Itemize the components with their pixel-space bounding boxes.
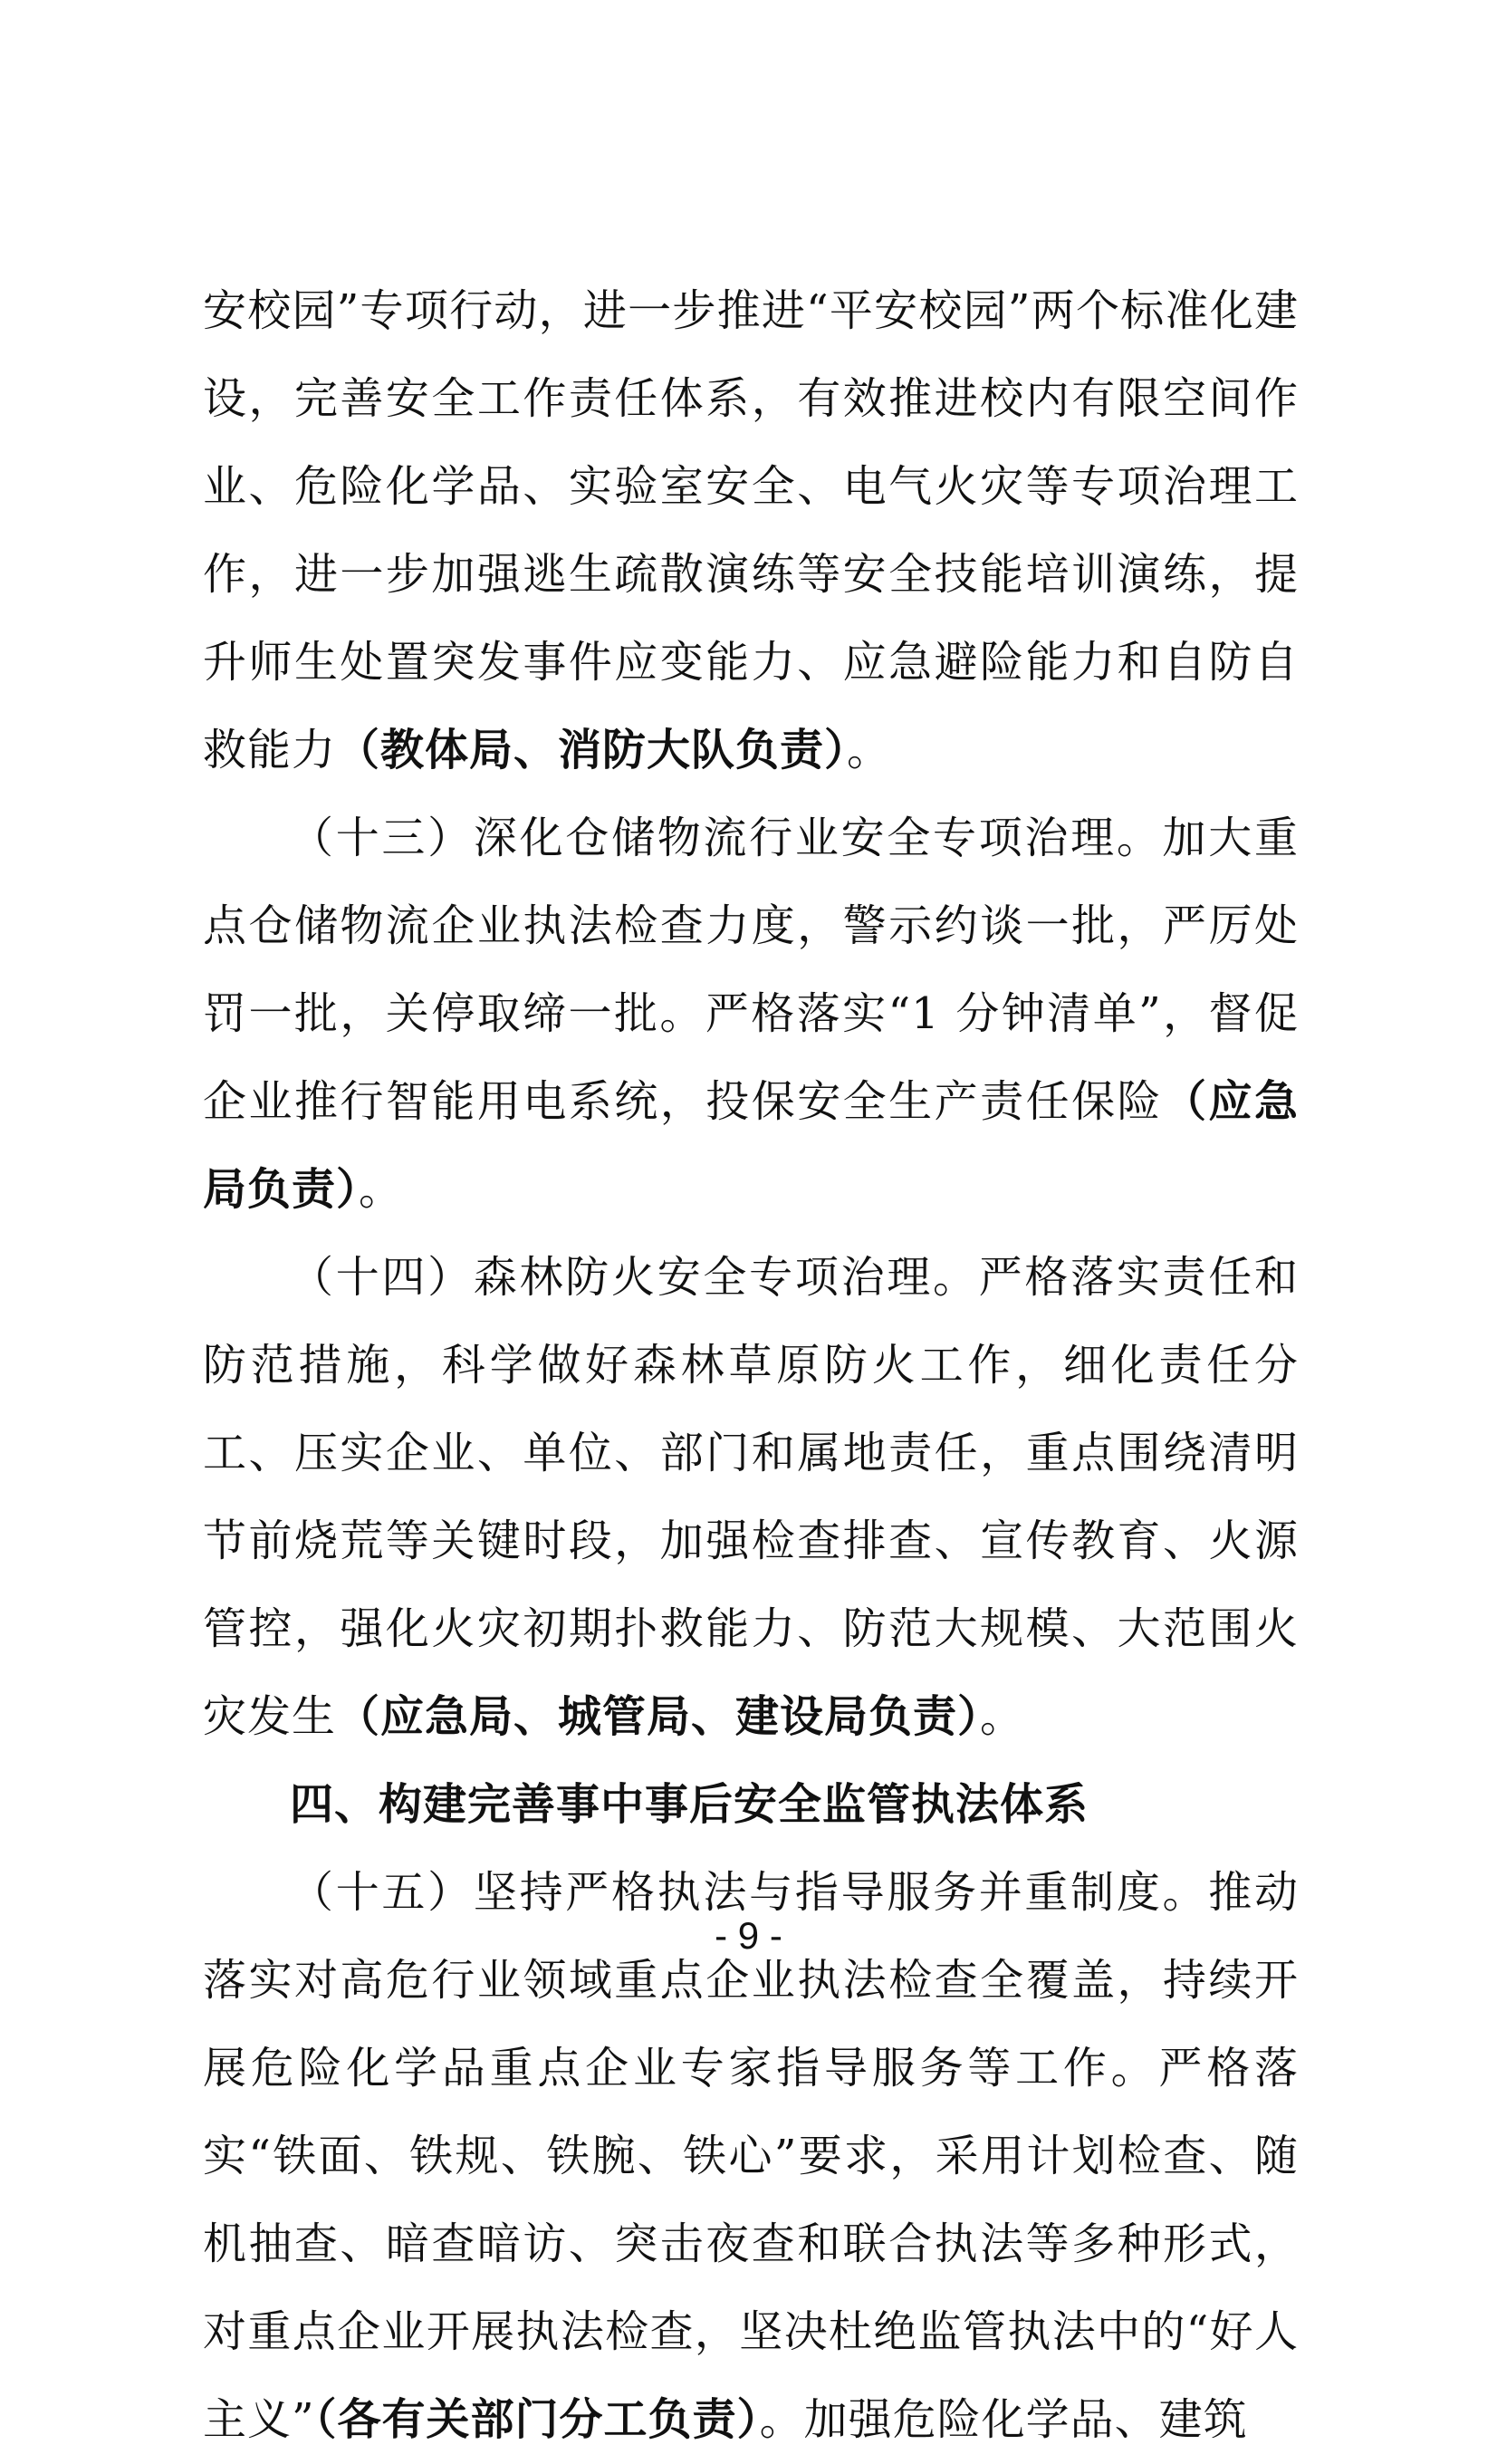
responsibility-note: （教体局、消防大队负责） (336, 725, 848, 775)
paragraph-tail: 。 (847, 725, 892, 775)
section-heading: 四、构建完善事中事后安全监管执法体系 (290, 1779, 1089, 1830)
paragraph-text: （十三）深化仓储物流行业安全专项治理。加大重点仓储物流企业执法检查力度，警示约谈一批，严厉处罚一批，关停取缔一批。严格落实“1 分钟清单”，督促企业推行智能用电系统，投保安全生产责任保险 (203, 813, 1299, 1127)
paragraph-text: 安校园”专项行动，进一步推进“平安校园”两个标准化建设，完善安全工作责任体系，有效推进校内有限空间作业、危险化学品、实验室安全、电气火灾等专项治理工作，进一步加强逃生疏散演练等安全技能培训演练，提升师生处置突发事件应变能力、应急避险能力和自防自救能力 (203, 285, 1299, 775)
paragraph-campus-safety (203, 267, 1299, 794)
responsibility-note: （应急局负责） (203, 1076, 1299, 1215)
paragraph-warehouse-logistics (203, 794, 1299, 1234)
responsibility-note: （各有关部门分工负责） (314, 2394, 760, 2445)
paragraph-text: （十四）森林防火安全专项治理。严格落实责任和防范措施，科学做好森林草原防火工作，细化责任分工、压实企业、单位、部门和属地责任，重点围绕清明节前烧荒等关键时段，加强检查排查、宣传教育、火源管控，强化火灾初期扑救能力、防范大规模、大范围火灾发生 (203, 1252, 1299, 1742)
paragraph-text: （十五）坚持严格执法与指导服务并重制度。推动落实对高危行业领域重点企业执法检查全覆盖，持续开展危险化学品重点企业专家指导服务等工作。严格落实“铁面、铁规、铁腕、铁心”要求，采用计划检查、随机抽查、暗查暗访、突击夜查和联合执法等多种形式，对重点企业开展执法检查，坚决杜绝监管执法中的“好人主义” (203, 1867, 1299, 2445)
page-number: - 9 - (715, 1914, 782, 1957)
paragraph-forest-fire (203, 1234, 1299, 1761)
paragraph-tail: 。 (359, 1164, 404, 1215)
paragraph-tail: 。加强危险化学品、建筑 (759, 2394, 1248, 2445)
paragraph-tail: 。 (980, 1691, 1025, 1742)
responsibility-note: （应急局、城管局、建设局负责） (336, 1691, 981, 1742)
document-body (203, 267, 1299, 2464)
